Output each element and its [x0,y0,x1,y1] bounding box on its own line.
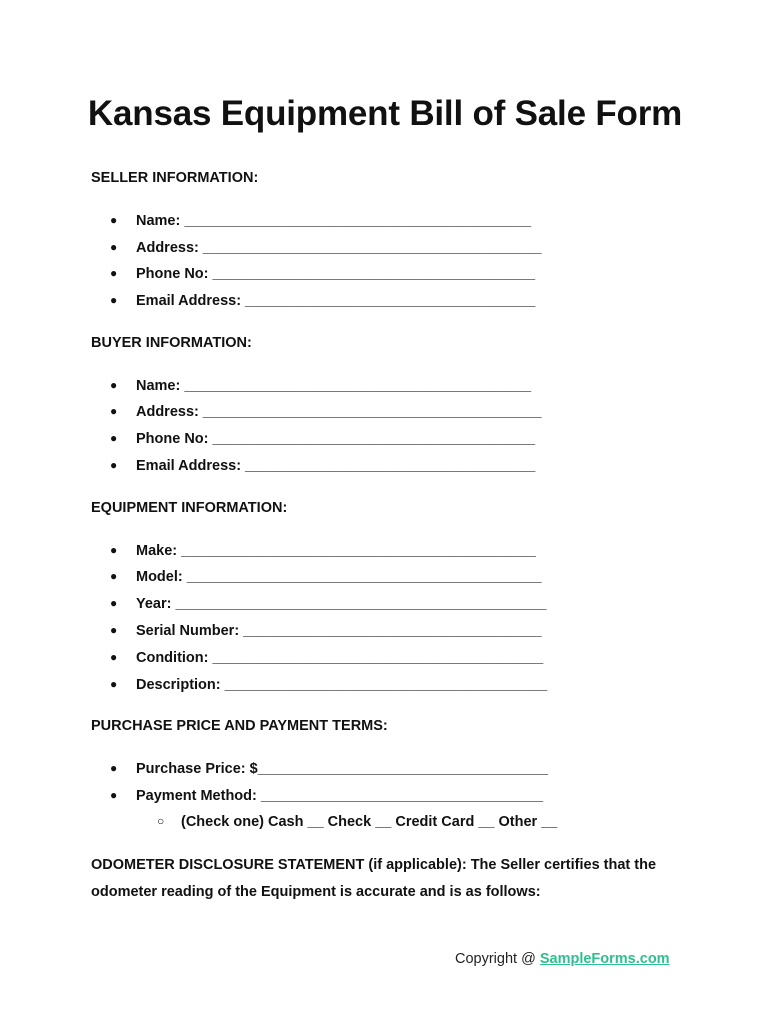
odometer-disclosure-statement: ODOMETER DISCLOSURE STATEMENT (if applicable): The Seller certifies that the odometer reading of the Equipment is accurate and is as follows: [91,857,657,900]
copyright-footer: Copyright @ SampleForms.com [455,951,670,967]
equipment-serial-field[interactable]: ● Serial Number: _____________________________________ [110,623,542,639]
bullet-icon: ● [110,788,118,802]
equipment-condition-field[interactable]: ● Condition: _________________________________________ [110,650,544,666]
bullet-icon: ● [110,458,118,472]
equipment-make-field[interactable]: ● Make: ____________________________________________ [110,543,536,559]
payment-method-field[interactable]: ● Payment Method: ___________________________________ [110,788,544,804]
bullet-icon: ● [110,569,118,583]
seller-name-field[interactable]: ● Name: ___________________________________________ [110,213,532,229]
bullet-icon: ● [110,404,118,418]
seller-phone-field[interactable]: ● Phone No: ________________________________________ [110,266,536,282]
bullet-icon: ● [110,761,118,775]
buyer-section-heading: BUYER INFORMATION: [91,335,252,351]
buyer-email-field[interactable]: ● Email Address: ____________________________________ [110,458,536,474]
bullet-icon: ● [110,677,118,691]
bullet-icon: ● [110,266,118,280]
bullet-icon: ● [110,650,118,664]
purchase-section-heading: PURCHASE PRICE AND PAYMENT TERMS: [91,718,388,734]
bullet-icon: ● [110,623,118,637]
sampleforms-link[interactable]: SampleForms.com [539,951,670,967]
payment-method-options[interactable]: ○ (Check one) Cash __ Check __ Credit Card __ Other __ [157,814,558,830]
buyer-phone-field[interactable]: ● Phone No: ________________________________________ [110,431,536,447]
purchase-price-field[interactable]: ● Purchase Price: $____________________________________ [110,761,549,777]
equipment-description-field[interactable]: ● Description: ________________________________________ [110,677,548,693]
bullet-icon: ● [110,431,118,445]
bullet-icon: ● [110,293,118,307]
page-title: Kansas Equipment Bill of Sale Form [87,94,683,133]
seller-section-heading: SELLER INFORMATION: [91,170,259,186]
seller-address-field[interactable]: ● Address: __________________________________________ [110,240,542,256]
seller-email-field[interactable]: ● Email Address: ____________________________________ [110,293,536,309]
equipment-year-field[interactable]: ● Year: ______________________________________________ [110,596,547,612]
buyer-address-field[interactable]: ● Address: __________________________________________ [110,404,542,420]
circle-bullet-icon: ○ [157,814,165,828]
equipment-model-field[interactable]: ● Model: ____________________________________________ [110,569,542,585]
bullet-icon: ● [110,378,118,392]
buyer-name-field[interactable]: ● Name: ___________________________________________ [110,378,532,394]
bullet-icon: ● [110,240,118,254]
equipment-section-heading: EQUIPMENT INFORMATION: [91,500,288,516]
bullet-icon: ● [110,596,118,610]
bullet-icon: ● [110,213,118,227]
bullet-icon: ● [110,543,118,557]
